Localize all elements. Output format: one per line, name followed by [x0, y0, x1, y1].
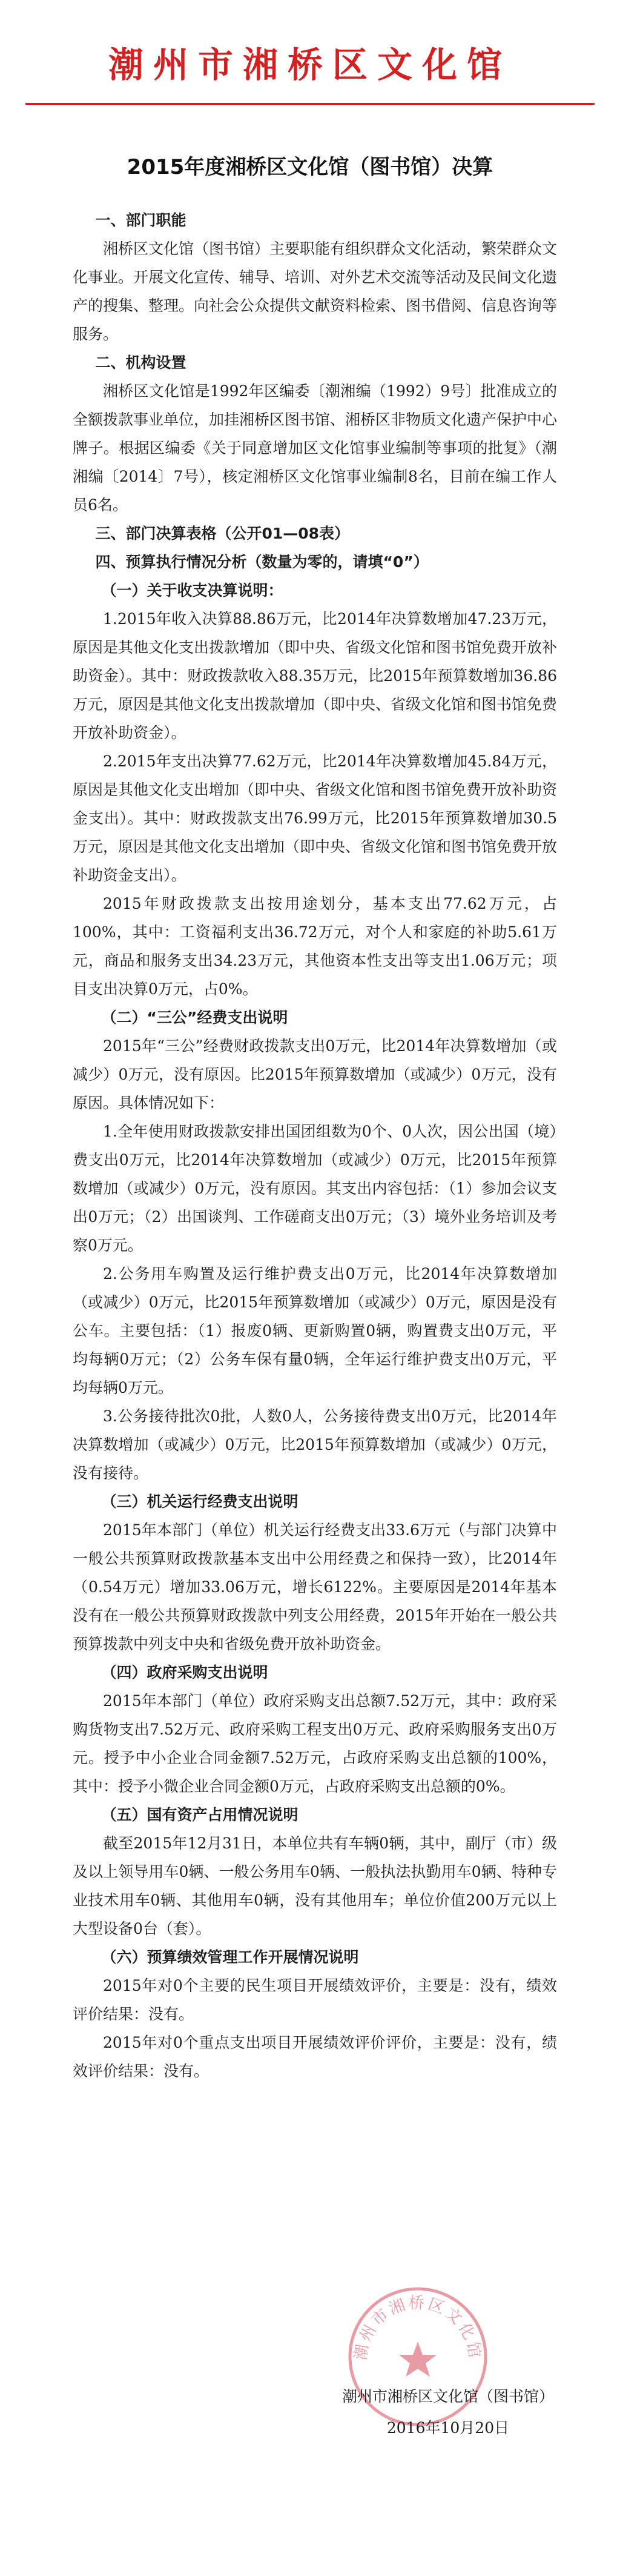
document-title: 2015年度湘桥区文化馆（图书馆）决算	[127, 155, 493, 179]
signature-block	[315, 2381, 581, 2444]
section-heading: 一、部门职能	[95, 211, 186, 229]
body-paragraph: 2015年财政拨款支出按用途划分，基本支出77.62万元，占100%，其中：工资福利支出36.72万元，对个人和家庭的补助5.61万元，商品和服务支出34.23万元，其他资本性支出等支出1.06万元；项目支出决算0万元，占0%。	[73, 895, 557, 998]
body-paragraph: 截至2015年12月31日，本单位共有车辆0辆，其中，副厅（市）级及以上领导用车0辆、一般公务用车0辆、一般执法执勤用车0辆、特种专业技术用车0辆、其他用车0辆，没有其他用车；单位价值200万元以上大型设备0台（套）。	[73, 1834, 557, 1937]
signature-date: 2016年10月20日	[386, 2419, 510, 2437]
body-paragraph: 1.2015年收入决算88.86万元，比2014年决算数增加47.23万元，原因是其他文化支出拨款增加（即中央、省级文化馆和图书馆免费开放补助资金）。其中：财政拨款收入88.35万元，比2015年预算数增加36.86万元，原因是其他文化支出拨款增加（即中央、省级文化馆和图书馆免费开放补助资金）。	[73, 610, 558, 742]
letterhead-title: 潮州市湘桥区文化馆	[108, 44, 512, 85]
body-paragraph: 2015年本部门（单位）机关运行经费支出33.6万元（与部门决算中一般公共预算财政拨款基本支出中公用经费之和保持一致），比2014年（0.54万元）增加33.06万元，增长6122%。主要原因是2014年基本没有在一般公共预算财政拨款中列支公用经费，2015年开始在一般公共预算拨款中列支中央和省级免费开放补助资金。	[73, 1521, 557, 1653]
body-paragraph: 2015年对0个主要的民生项目开展绩效评价，主要是：没有，绩效评价结果：没有。	[73, 1977, 557, 2023]
section-heading: （二）“三公”经费支出说明	[101, 1009, 288, 1026]
section-heading: （三）机关运行经费支出说明	[101, 1493, 298, 1510]
section-heading: 三、部门决算表格（公开01—08表）	[95, 525, 350, 542]
body-paragraph: 2015年“三公”经费财政拨款支出0万元，比2014年决算数增加（或减少）0万元，没有原因。比2015年预算数增加（或减少）0万元，没有原因。具体情况如下：	[73, 1037, 557, 1112]
section-heading: （一）关于收支决算说明：	[101, 582, 283, 599]
body-paragraph: 3.公务接待批次0批，人数0人，公务接待费支出0万元，比2014年决算数增加（或减少）0万元，比2015年预算数增加（或减少）0万元，没有接待。	[73, 1407, 557, 1482]
body-paragraph: 湘桥区文化馆是1992年区编委〔潮湘编（1992）9号〕批准成立的全额拨款事业单位，加挂湘桥区图书馆、湘桥区非物质文化遗产保护中心牌子。根据区编委《关于同意增加区文化馆事业编制等事项的批复》（潮湘编〔2014〕7号），核定湘桥区文化馆事业编制8名，目前在编工作人员6名。	[73, 382, 558, 514]
letterhead-red-rule	[25, 103, 595, 105]
section-heading: （六）预算绩效管理工作开展情况说明	[101, 1948, 359, 1966]
section-heading: （五）国有资产占用情况说明	[101, 1806, 298, 1824]
section-heading: 四、预算执行情况分析（数量为零的，请填“0”）	[95, 553, 429, 571]
body-paragraph: 湘桥区文化馆（图书馆）主要职能有组织群众文化活动，繁荣群众文化事业。开展文化宣传、辅导、培训、对外艺术交流等活动及民间文化遗产的搜集、整理。向社会公众提供文献资料检索、图书借阅、信息咨询等服务。	[73, 240, 558, 343]
signature-org: 潮州市湘桥区文化馆（图书馆）	[341, 2388, 554, 2405]
body-paragraph: 2.2015年支出决算77.62万元，比2014年决算数增加45.84万元，原因是其他文化支出增加（即中央、省级文化馆和图书馆免费开放补助资金支出）。其中：财政拨款支出76.99万元，比2015年预算数增加30.5万元，原因是其他文化支出增加（即中央、省级文化馆和图书馆免费开放补助资金支出）。	[73, 752, 558, 884]
body-paragraph: 2.公务用车购置及运行维护费支出0万元，比2014年决算数增加（或减少）0万元，比2015年预算数增加（或减少）0万元，原因是没有公车。主要包括：（1）报废0辆、更新购置0辆，购置费支出0万元，平均每辆0万元；（2）公务车保有量0辆，全年运行维护费支出0万元，平均每辆0万元。	[73, 1265, 557, 1396]
body-paragraph: 2015年本部门（单位）政府采购支出总额7.52万元，其中：政府采购货物支出7.52万元、政府采购工程支出0万元、政府采购服务支出0万元。授予中小企业合同金额7.52万元，占政府采购支出总额的100%，其中：授予小微企业合同金额0万元，占政府采购支出总额的0%。	[73, 1692, 557, 1795]
document-body	[73, 206, 557, 2085]
section-heading: （四）政府采购支出说明	[101, 1664, 268, 1681]
body-paragraph: 1.全年使用财政拨款安排出国团组数为0个、0人次，因公出国（境）费支出0万元，比2014年决算数增加（或减少）0万元，比2015年预算数增加（或减少）0万元，没有原因。其支出内容包括：（1）参加会议支出0万元；（2）出国谈判、工作磋商支出0万元；（3）境外业务培训及考察0万元。	[73, 1123, 557, 1254]
section-heading: 二、机构设置	[95, 354, 186, 371]
svg-text:潮州市湘桥区文化馆: 潮州市湘桥区文化馆	[351, 2294, 484, 2362]
body-paragraph: 2015年对0个重点支出项目开展绩效评价评价，主要是：没有，绩效评价结果：没有。	[73, 2034, 557, 2080]
